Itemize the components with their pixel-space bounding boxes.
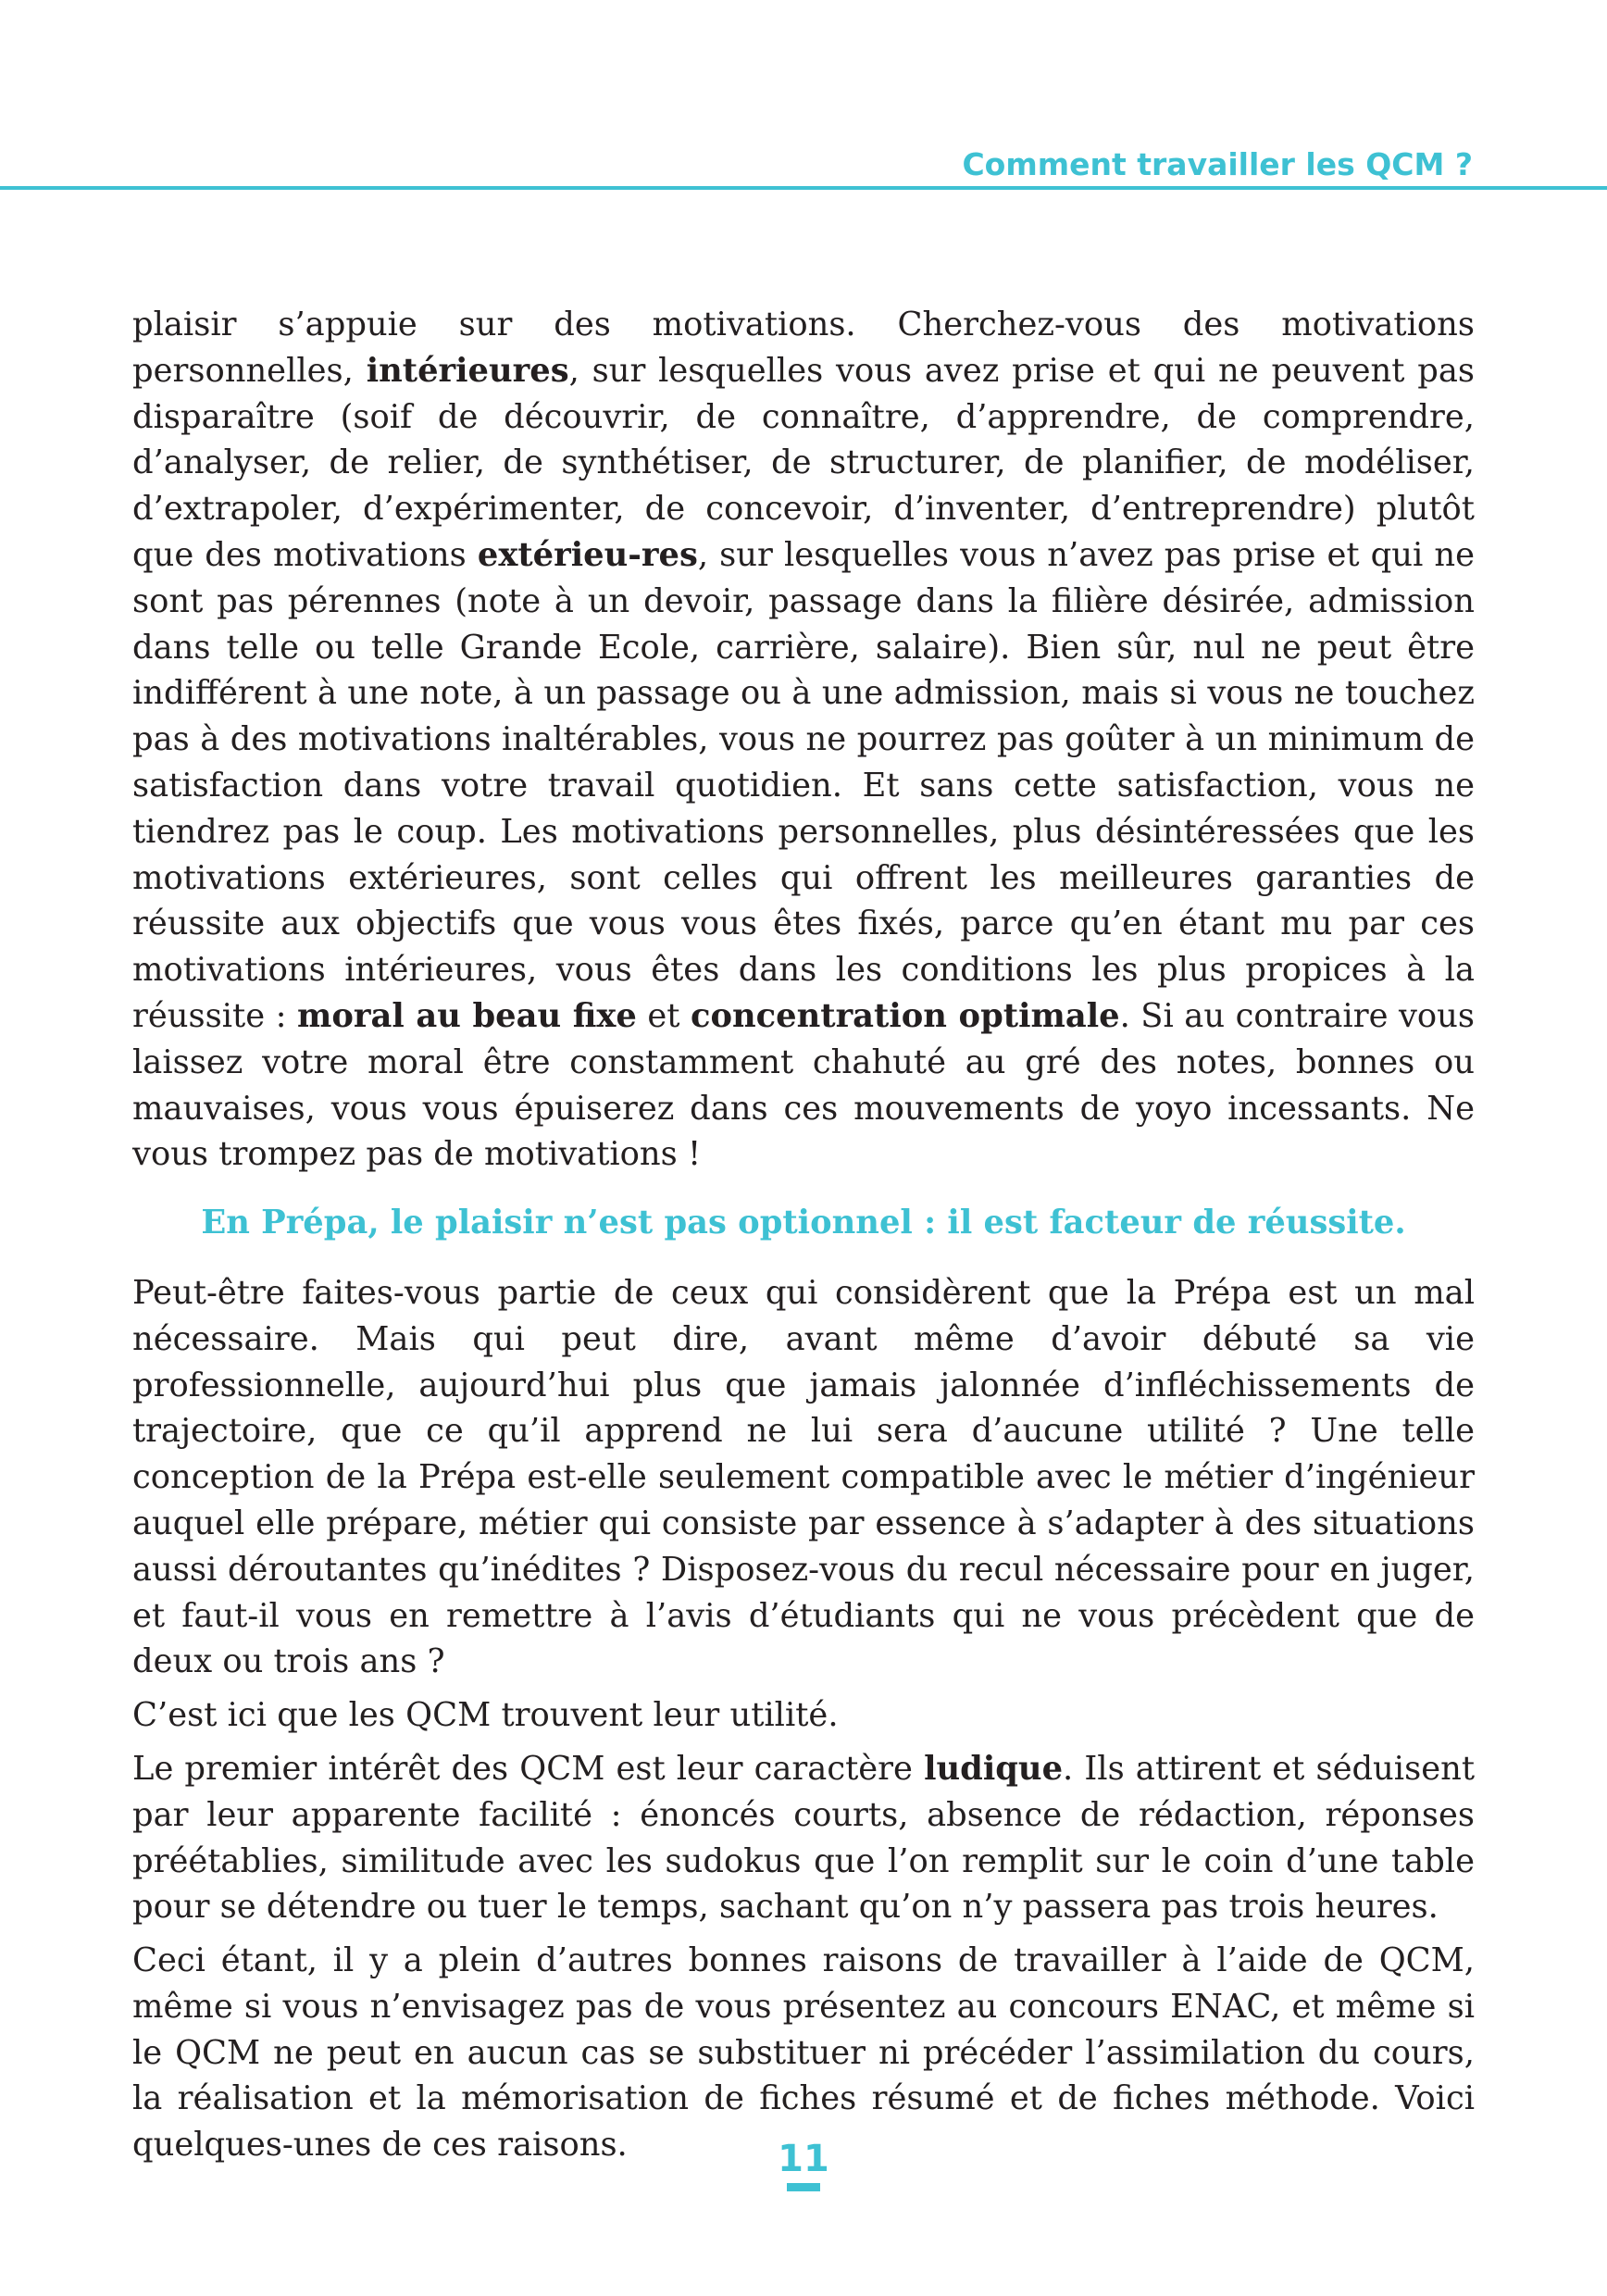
page-number-bar [787, 2183, 820, 2191]
text-run: . Ils attirent et séduisent par leur apparente facilité : énoncés courts, absence de rédaction, réponses préétablies, similitude avec les sudokus que l’on remplit sur le coin d’une table pour se détendre ou tuer le temps, sachant qu’on n’y passera pas trois heures. [132, 1749, 1475, 1927]
text-column [132, 302, 1475, 2176]
text-run: Le premier intérêt des QCM est leur caractère [132, 1749, 925, 1788]
bold-term: extérieu-res [477, 535, 698, 574]
page-number: 11 [778, 2138, 829, 2180]
pull-quote: En Prépa, le plaisir n’est pas optionnel : il est facteur de réussite. [201, 1204, 1406, 1242]
bold-term: ludique [924, 1749, 1064, 1788]
bold-term: concentration optimale [690, 996, 1120, 1035]
header-rule [0, 186, 1607, 190]
bold-term: moral au beau fixe [297, 996, 637, 1035]
text-run: plaisir s’appuie sur des motivations. Cherchez-vous des motivations personnelles, [132, 306, 1475, 390]
paragraph-reasons: Ceci étant, il y a plein d’autres bonnes raisons de travailler à l’aide de QCM, même si vous n’envisagez pas de vous présentez au concours ENAC, et même si le QCM ne peut en aucun cas se substituer ni précéder l’assimilation du cours, la réalisation et la mémorisation de fiches résumé et de fiches méthode. Voici quelques-unes de ces raisons. [132, 1941, 1475, 2165]
paragraph-utility: C’est ici que les QCM trouvent leur utilité. [132, 1696, 839, 1735]
text-run: , sur lesquelles vous n’avez pas prise et qui ne sont pas pérennes (note à un devoir, passage dans la filière désirée, admission dans telle ou telle Grande Ecole, carrière, salaire). Bien sûr, nul ne peut être indifférent à une note, à un passage ou à une admission, mais si vous ne touchez pas à des motivations inaltérables, vous ne pourrez pas goûter à un minimum de satisfaction dans votre travail quotidien. Et sans cette satisfaction, vous ne tiendrez pas le coup. Les motivations personnelles, plus désintéressées que les motivations extérieures, sont celles qui offrent les meilleures garanties de réussite aux objectifs que vous vous êtes fixés, parce qu’en étant mu par ces motivations intérieures, vous êtes dans les conditions les plus propices à la réussite : [132, 535, 1475, 1035]
running-header [0, 0, 1607, 194]
bold-term: intérieures [366, 351, 569, 390]
chapter-title: Comment travailler les QCM ? [962, 146, 1473, 182]
paragraph-prepa: Peut-être faites-vous partie de ceux qui considèrent que la Prépa est un mal nécessaire. Mais qui peut dire, avant même d’avoir débuté sa vie professionnelle, aujourd’hui plus que jamais jalonnée d’infléchissements de trajectoire, que ce qu’il apprend ne lui sera d’aucune utilité ? Une telle conception de la Prépa est-elle seulement compatible avec le métier d’ingénieur auquel elle prépare, métier qui consiste par essence à s’adapter à des situations aussi déroutantes qu’inédites ? Disposez-vous du recul nécessaire pour en juger, et faut-il vous en remettre à l’avis d’étudiants qui ne vous précèdent que de deux ou trois ans ? [132, 1273, 1475, 1681]
paragraph-motivations [132, 302, 1475, 1178]
text-run: . Si au contraire vous laissez votre moral être constamment chahuté au gré des notes, bonnes ou mauvaises, vous vous épuiserez dans ces mouvements de yoyo incessants. Ne vous trompez pas de motivations ! [132, 996, 1476, 1174]
paragraph-ludique [132, 1746, 1475, 1930]
text-run: et [636, 996, 691, 1035]
page-footer [0, 2139, 1607, 2191]
text-run: , sur lesquelles vous avez prise et qui ne peuvent pas disparaître (soif de découvrir, de connaître, d’apprendre, de comprendre, d’analyser, de relier, de synthétiser, de structurer, de planifier, de modéliser, d’extrapoler, d’expérimenter, de concevoir, d’inventer, d’entreprendre) plutôt que des motivations [132, 351, 1475, 574]
